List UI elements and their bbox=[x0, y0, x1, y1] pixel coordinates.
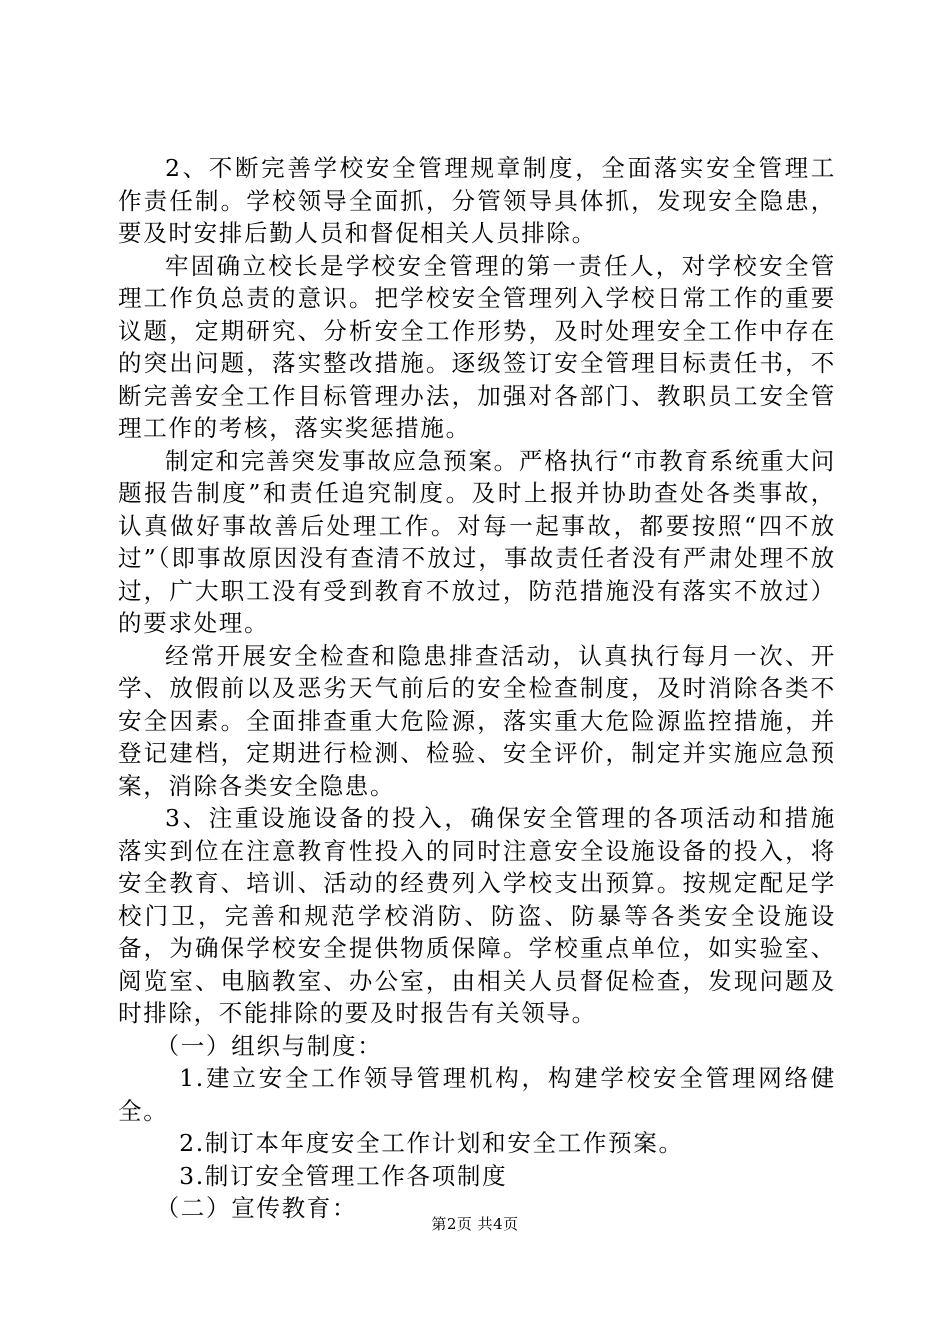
list-item-2: 2.制订本年度安全工作计划和安全工作预案。 bbox=[179, 1129, 684, 1157]
paragraph-item-2: 2、不断完善学校安全管理规章制度，全面落实安全管理工作责任制。学校领导全面抓，分管领导具体抓，发现安全隐患，要及时安排后勤人员和督促相关人员排除。 bbox=[118, 154, 836, 247]
document-body bbox=[118, 152, 836, 1225]
list-item-3: 3.制订安全管理工作各项制度 bbox=[179, 1161, 508, 1190]
paragraph-emergency-plan: 制定和完善突发事故应急预案。严格执行“市教育系统重大问题报告制度”和责任追究制度。及时上报并协助查处各类事故，认真做好事故善后处理工作。对每一起事故，都要按照“四不放过”（即事故原因没有查清不放过，事故责任者没有严肃处理不放过，广大职工没有受到教育不放过，防范措施没有落实不放过）的要求处理。 bbox=[118, 446, 836, 637]
list-item-1: 1.建立安全工作领导管理机构，构建学校安全管理网络健全。 bbox=[118, 1064, 836, 1125]
paragraph-principal-responsibility: 牢固确立校长是学校安全管理的第一责任人，对学校安全管理工作负总责的意识。把学校安全管理列入学校日常工作的重要议题，定期研究、分析安全工作形势，及时处理安全工作中存在的突出问题，落实整改措施。逐级签订安全管理目标责任书，不断完善安全工作目标管理办法，加强对各部门、教职员工安全管理工作的考核，落实奖惩措施。 bbox=[118, 251, 836, 442]
page-number-footer: 第2页 共4页 bbox=[431, 1215, 519, 1233]
section-heading-publicity: （二）宣传教育： bbox=[155, 1194, 358, 1222]
paragraph-item-3: 3、注重设施设备的投入，确保安全管理的各项活动和措施落实到位在注意教育性投入的同时注意安全设施设备的投入，将安全教育、培训、活动的经费列入学校支出预算。按规定配足学校门卫，完善和规范学校消防、防盗、防暴等各类安全设施设备，为确保学校安全提供物质保障。学校重点单位，如实验室、阅览室、电脑教室、办公室，由相关人员督促检查，发现问题及时排除，不能排除的要及时报告有关领导。 bbox=[118, 804, 836, 1027]
section-heading-organization: （一）组织与制度： bbox=[155, 1031, 383, 1060]
paragraph-safety-inspection: 经常开展安全检查和隐患排查活动，认真执行每月一次、开学、放假前以及恶劣天气前后的安全检查制度，及时消除各类不安全因素。全面排查重大危险源，落实重大危险源监控措施，并登记建档，定期进行检测、检验、安全评价，制定并实施应急预案，消除各类安全隐患。 bbox=[118, 641, 836, 800]
